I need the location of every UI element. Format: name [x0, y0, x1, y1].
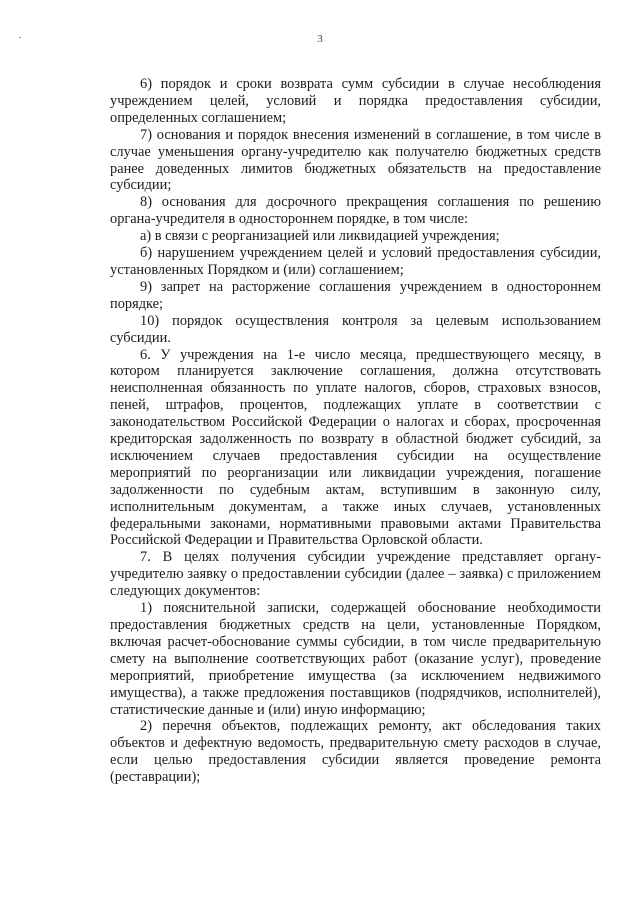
paragraph: 10) порядок осуществления контроля за целевым использованием субсидии.: [110, 312, 601, 346]
page-number: 3: [317, 33, 323, 45]
paragraph: 8) основания для досрочного прекращения соглашения по решению органа-учредителя в одностороннем порядке, в том числе:: [110, 194, 601, 228]
document-body: [110, 76, 601, 786]
paragraph: 6) порядок и сроки возврата сумм субсидии в случае несоблюдения учреждением целей, условий и порядка предоставления субсидии, определенных соглашением;: [110, 76, 601, 126]
paragraph: 6. У учреждения на 1-е число месяца, предшествующего месяцу, в котором планируется заключение соглашения, должна отсутствовать неисполненная обязанность по уплате налогов, сборов, страховых взносов, пеней, штрафов, процентов, подлежащих уплате в соответствии с законодательством Российской Федерации о налогах и сборах, просроченная кредиторская задолженность по возврату в областной бюджет субсидий, за исключением случаев предоставления субсидии на осуществление мероприятий по реорганизации или ликвидации учреждения, погашение задолженности по судебным актам, вступившим в законную силу, исполнительным документам, а также иных случаев, установленных федеральными законами, нормативными правовыми актами Правительства Российской Федерации и Правительства Орловской области.: [110, 346, 601, 549]
paragraph: 7) основания и порядок внесения изменений в соглашение, в том числе в случае уменьшения органу-учредителю как получателю бюджетных средств ранее доведенных лимитов бюджетных обязательств на предоставление субсидии;: [110, 126, 601, 194]
paragraph: 2) перечня объектов, подлежащих ремонту, акт обследования таких объектов и дефектную ведомость, предварительную смету расходов в случае, если целью предоставления субсидии является проведение ремонта (реставрации);: [110, 718, 601, 786]
paragraph: 7. В целях получения субсидии учреждение представляет органу-учредителю заявку о предоставлении субсидии (далее – заявка) с приложением следующих документов:: [110, 549, 601, 600]
paragraph: а) в связи с реорганизацией или ликвидацией учреждения;: [140, 228, 500, 245]
paragraph: 9) запрет на расторжение соглашения учреждением в одностороннем порядке;: [110, 278, 601, 312]
paragraph: 1) пояснительной записки, содержащей обоснование необходимости предоставления бюджетных средств на цели, установленные Порядком, включая расчет-обоснование суммы субсидии, в том числе предварительную смету на выполнение соответствующих работ (оказание услуг), проведение мероприятий, приобретение имущества (за исключением недвижимого имущества), а также предложения поставщиков (подрядчиков, исполнителей), статистические данные и (или) иную информацию;: [110, 600, 601, 718]
paragraph: б) нарушением учреждением целей и условий предоставления субсидии, установленных Порядком и (или) соглашением;: [110, 245, 601, 278]
